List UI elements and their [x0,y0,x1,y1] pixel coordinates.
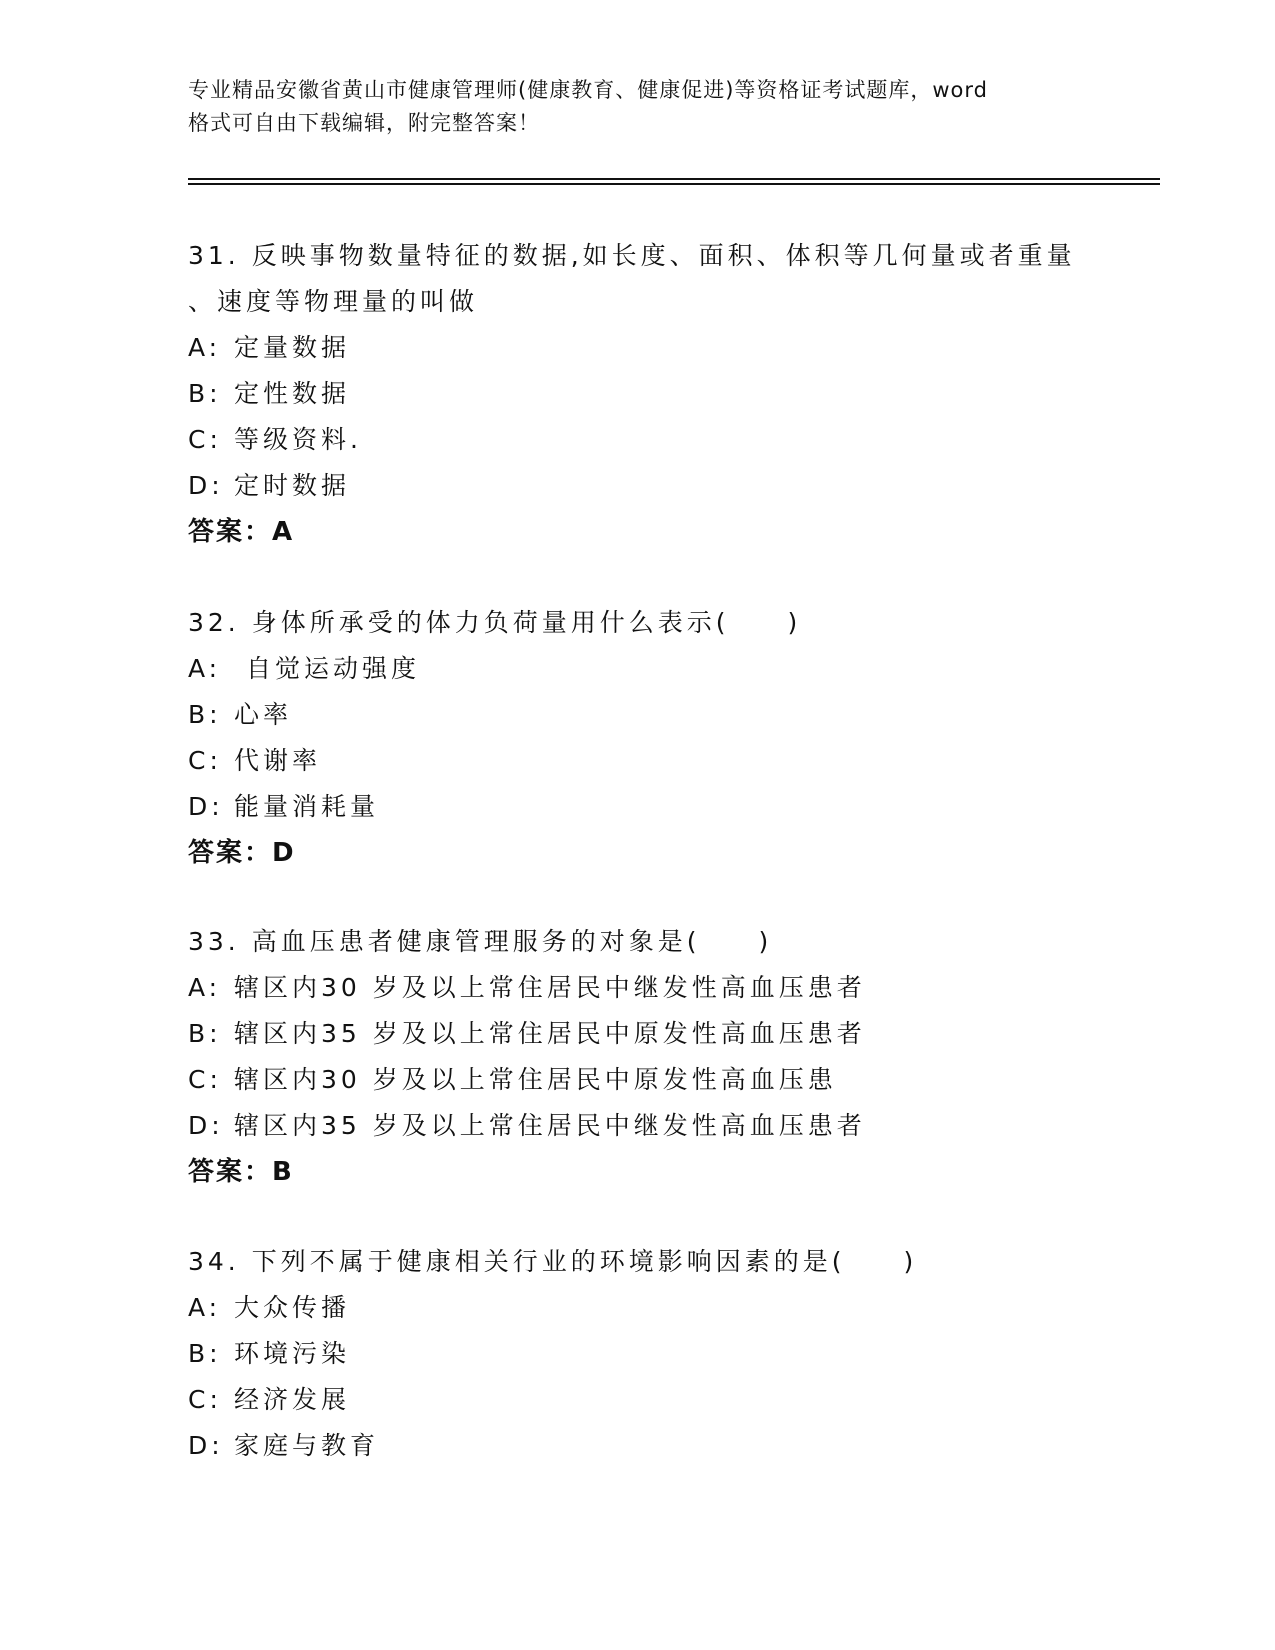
question-stem-line: 32. 身体所承受的体力负荷量用什么表示( ) [188,608,802,637]
option-text: 环境污染 [234,1339,351,1368]
option-d [188,1423,1128,1469]
option-a [188,646,1128,692]
option-text: 经济发展 [234,1385,351,1414]
header-divider-top [188,178,1160,180]
option-text: 辖区内35 岁及以上常住居民中原发性高血压患者 [234,1019,866,1048]
document-header [188,74,1088,140]
option-key: D: [188,1111,224,1140]
option-key: D: [188,471,224,500]
option-d [188,1103,1128,1149]
option-text: 等级资料. [234,425,362,454]
option-c [188,1377,1128,1423]
option-text: 辖区内35 岁及以上常住居民中继发性高血压患者 [234,1111,866,1140]
question-stem-line: 33. 高血压患者健康管理服务的对象是( ) [188,927,773,956]
option-key: A: [188,973,222,1002]
option-a [188,325,1128,371]
option-text: 辖区内30 岁及以上常住居民中原发性高血压患 [234,1065,837,1094]
option-b [188,692,1128,738]
question-stem-line: 34. 下列不属于健康相关行业的环境影响因素的是( ) [188,1247,918,1276]
option-key: C: [188,1065,222,1094]
option-d [188,784,1128,830]
question-32 [188,600,1128,876]
options-list [188,646,1128,830]
option-d [188,463,1128,509]
question-stem-line: 31. 反映事物数量特征的数据,如长度、面积、体积等几何量或者重量 [188,241,1076,270]
option-c [188,417,1128,463]
question-34 [188,1239,1128,1469]
option-b [188,1011,1128,1057]
header-line-1: 专业精品安徽省黄山市健康管理师(健康教育、健康促进)等资格证考试题库，word [188,78,989,102]
question-stem [188,233,1128,325]
answer-line: 答案：B [188,1157,294,1187]
option-key: C: [188,1385,222,1414]
option-a [188,1285,1128,1331]
options-list [188,965,1128,1149]
options-list [188,325,1128,509]
option-c [188,1057,1128,1103]
option-c [188,738,1128,784]
option-key: B: [188,1339,222,1368]
option-text: 定性数据 [234,379,351,408]
question-stem [188,600,1128,646]
option-b [188,1331,1128,1377]
option-key: D: [188,792,224,821]
header-divider-bottom [188,183,1160,185]
question-stem [188,919,1128,965]
option-key: A: [188,333,222,362]
option-key: C: [188,425,222,454]
option-text: 大众传播 [234,1293,351,1322]
answer-line: 答案：A [188,517,295,547]
option-key: A: [188,1293,222,1322]
option-key: A: [188,654,222,683]
question-33 [188,919,1128,1195]
option-text: 辖区内30 岁及以上常住居民中继发性高血压患者 [234,973,866,1002]
question-31 [188,233,1128,555]
option-text: 自觉运动强度 [234,654,420,683]
option-text: 家庭与教育 [234,1431,380,1460]
question-stem [188,1239,1128,1285]
answer-line: 答案：D [188,838,296,868]
option-text: 定量数据 [234,333,351,362]
option-text: 心率 [234,700,293,729]
option-key: B: [188,700,222,729]
option-text: 定时数据 [234,471,351,500]
option-text: 代谢率 [234,746,322,775]
option-key: B: [188,379,222,408]
options-list [188,1285,1128,1469]
option-a [188,965,1128,1011]
option-key: C: [188,746,222,775]
option-b [188,371,1128,417]
header-line-2: 格式可自由下载编辑，附完整答案！ [188,111,540,135]
option-text: 能量消耗量 [234,792,380,821]
option-key: D: [188,1431,224,1460]
option-key: B: [188,1019,222,1048]
question-stem-line: 、速度等物理量的叫做 [188,287,479,316]
